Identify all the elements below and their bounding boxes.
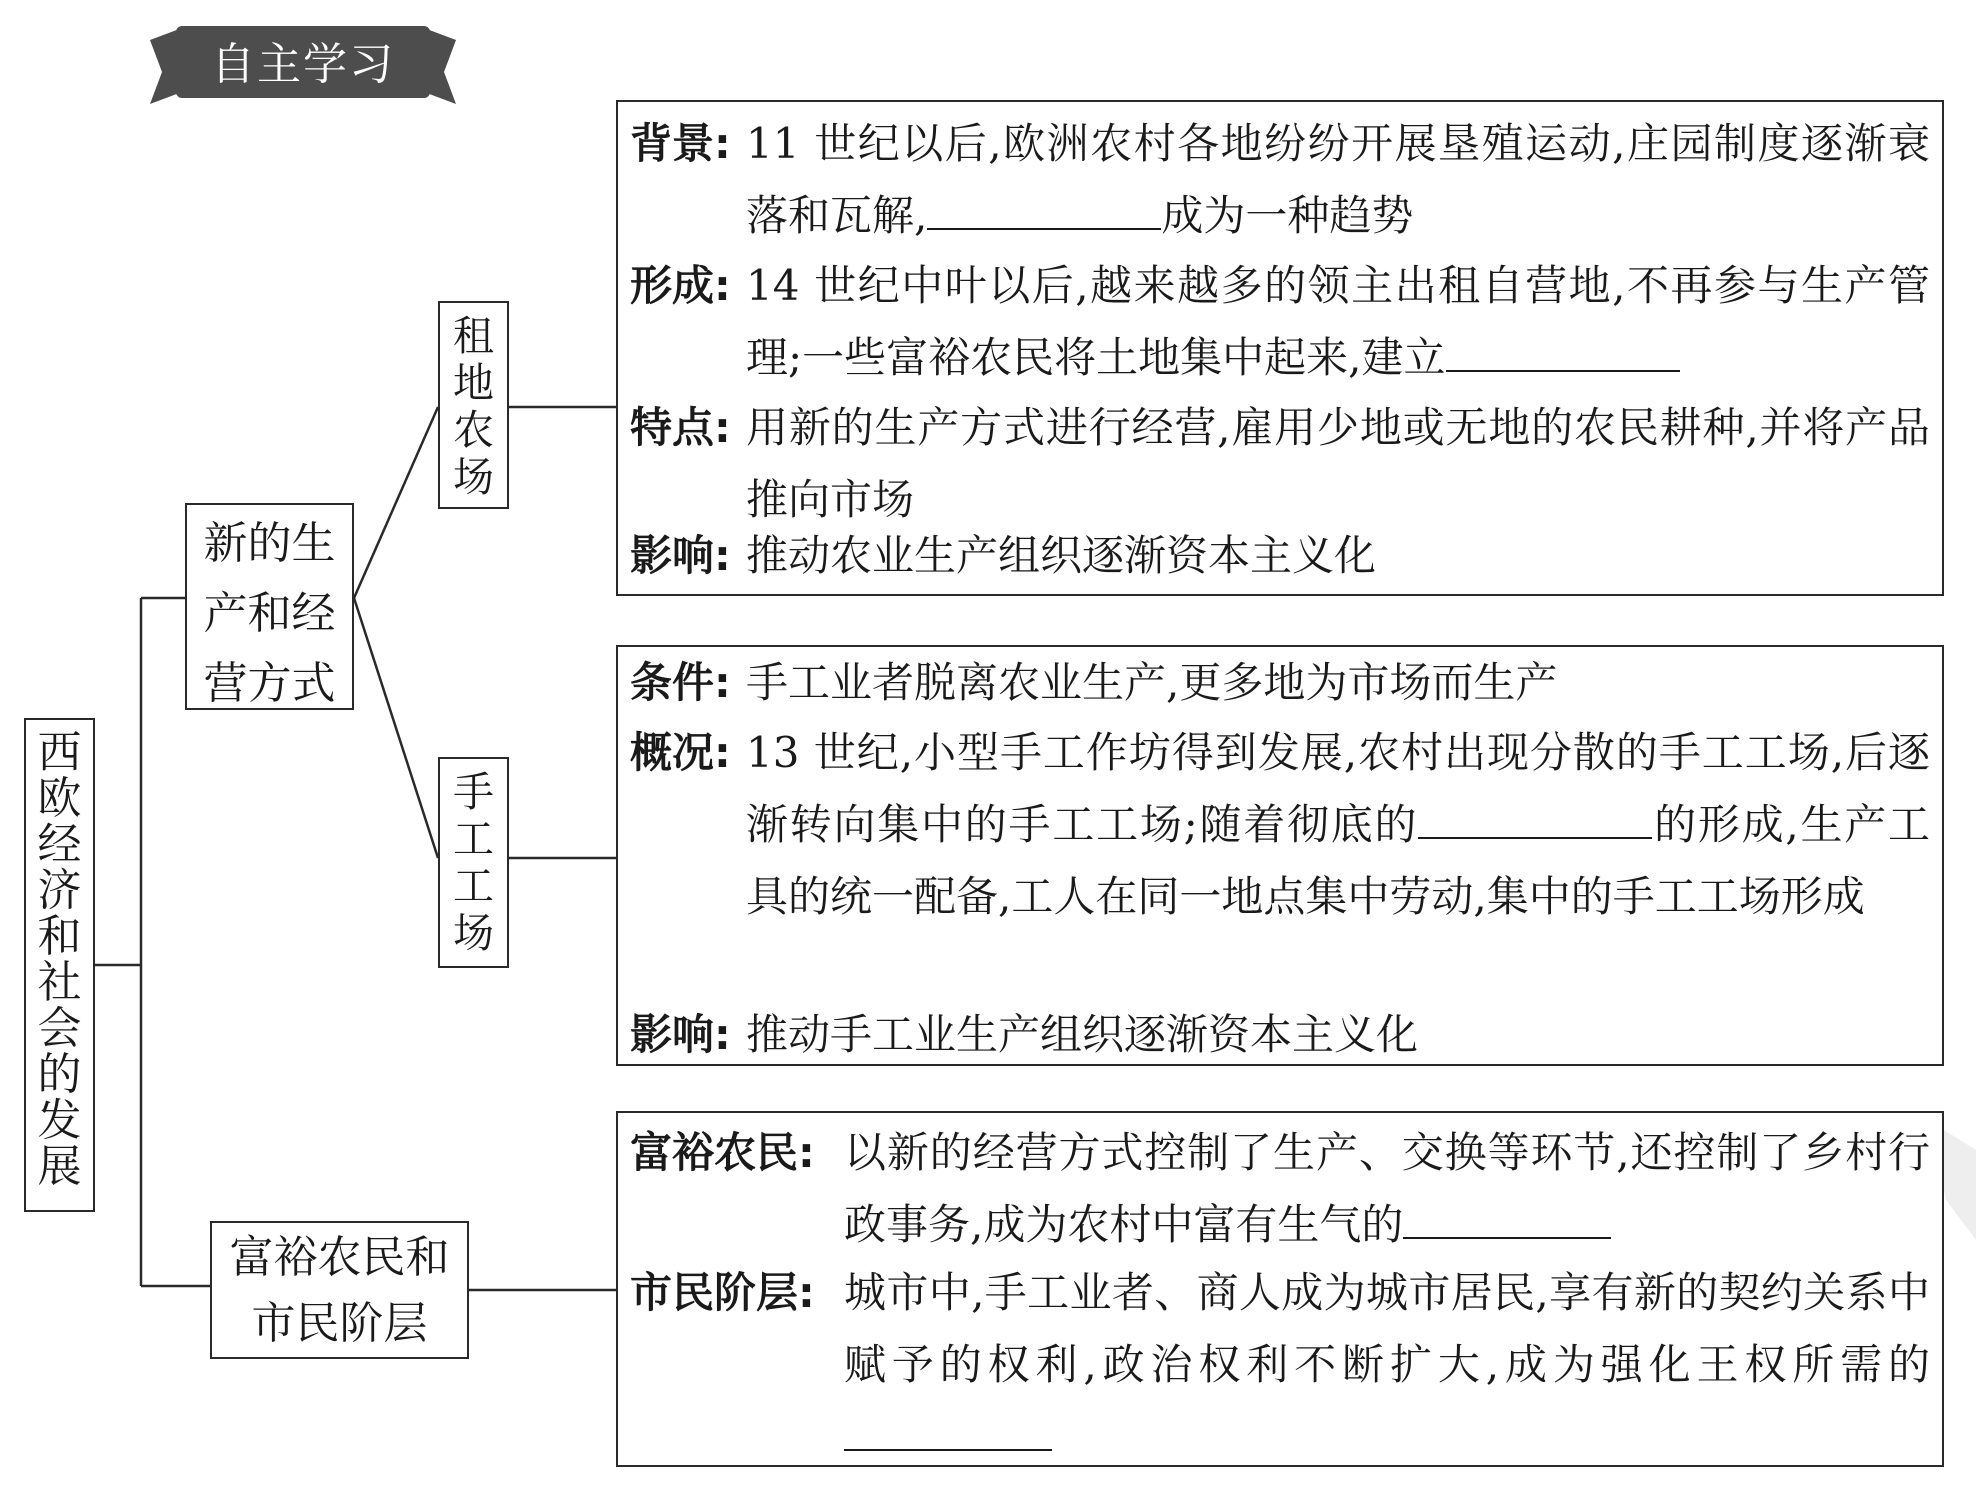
branch-classes-node <box>210 1221 469 1359</box>
workshop-overview-body: 13 世纪,小型手工作坊得到发展,农村出现分散的手工工场,后逐渐转向集中的手工工场;随着彻底的 <box>746 728 1930 849</box>
classes-burghers-text <box>844 1257 1930 1473</box>
root-char: 展 <box>37 1141 82 1192</box>
farm-impact-text: 推动农业生产组织逐渐资本主义化 <box>746 531 1377 580</box>
farm-background-tail: 成为一种趋势 <box>1161 191 1414 240</box>
root-char: 和 <box>37 911 82 962</box>
root-char: 济 <box>37 865 82 916</box>
classes-detail-panel <box>616 1111 1944 1467</box>
workshop-conditions-text: 手工业者脱离农业生产,更多地为市场而生产 <box>746 658 1558 707</box>
workshop-impact-text: 推动手工业生产组织逐渐资本主义化 <box>746 1010 1419 1059</box>
workshop-char: 场 <box>453 909 494 957</box>
farm-impact-key: 影响: <box>630 531 731 580</box>
root-char: 经 <box>37 819 82 870</box>
fill-blank <box>844 1415 1052 1451</box>
root-char: 发 <box>37 1095 82 1146</box>
connector-production-farm <box>354 407 438 598</box>
root-char: 社 <box>37 957 82 1008</box>
workshop-overview-tail: 的形成,生产工具的统一配备,工人在同一地点集中劳动,集中的手工工场形成 <box>746 800 1931 921</box>
farm-char: 农 <box>453 406 494 454</box>
farm-features-key: 特点: <box>630 403 731 452</box>
root-node <box>24 718 95 1212</box>
branch-line: 营方式 <box>203 658 336 709</box>
workshop-char: 手 <box>453 768 494 816</box>
banner-title: 自主学习 <box>211 39 395 90</box>
classes-burghers-body: 城市中,手工业者、商人成为城市居民,享有新的契约关系中赋予的权利,政治权利不断扩大,成为强化王权所需的 <box>844 1268 1930 1389</box>
farm-background-text <box>746 108 1930 252</box>
workshop-char: 工 <box>453 862 494 910</box>
fill-blank <box>1418 803 1652 839</box>
farm-detail-panel <box>616 100 1944 596</box>
classes-farmers-body: 以新的经营方式控制了生产、交换等环节,还控制了乡村行政事务,成为农村中富有生气的 <box>844 1128 1930 1249</box>
farm-char: 租 <box>453 312 494 360</box>
farm-formation-key: 形成: <box>630 261 731 310</box>
classes-farmers-key: 富裕农民: <box>630 1128 815 1177</box>
farm-formation-body: 14 世纪中叶以后,越来越多的领主出租自营地,不再参与生产管理;一些富裕农民将土地集中起来,建立 <box>746 261 1930 382</box>
farm-node <box>438 301 509 509</box>
workshop-char: 工 <box>453 815 494 863</box>
farm-features-text: 用新的生产方式进行经营,雇用少地或无地的农民耕种,并将产品推向市场 <box>746 403 1930 524</box>
connector-lines <box>95 407 616 1290</box>
branch-production-node <box>185 503 354 710</box>
workshop-conditions-key: 条件: <box>630 658 731 707</box>
root-char: 会 <box>37 1003 82 1054</box>
fill-blank <box>1403 1203 1611 1239</box>
root-char: 的 <box>37 1049 82 1100</box>
farm-background-body: 11 世纪以后,欧洲农村各地纷纷开展垦殖运动,庄园制度逐渐衰落和瓦解, <box>746 119 1930 240</box>
fill-blank <box>1446 336 1680 372</box>
farm-background-key: 背景: <box>630 119 731 168</box>
farm-char: 场 <box>453 453 494 501</box>
workshop-node <box>438 757 509 968</box>
workshop-overview-text <box>746 717 1930 933</box>
branch-line: 新的生 <box>203 518 336 569</box>
branch-line: 市民阶层 <box>251 1298 428 1349</box>
farm-formation-text <box>746 250 1930 394</box>
branch-line: 产和经 <box>203 588 336 639</box>
workshop-detail-panel <box>616 645 1944 1066</box>
workshop-impact-key: 影响: <box>630 1010 731 1059</box>
fill-blank <box>927 194 1161 230</box>
classes-burghers-key: 市民阶层: <box>630 1268 815 1317</box>
classes-farmers-text <box>844 1117 1930 1261</box>
connector-production-workshop <box>354 598 438 858</box>
branch-line: 富裕农民和 <box>229 1232 450 1283</box>
root-char: 西 <box>37 727 82 778</box>
workshop-overview-key: 概况: <box>630 728 731 777</box>
farm-char: 地 <box>453 359 494 407</box>
root-char: 欧 <box>37 773 82 824</box>
